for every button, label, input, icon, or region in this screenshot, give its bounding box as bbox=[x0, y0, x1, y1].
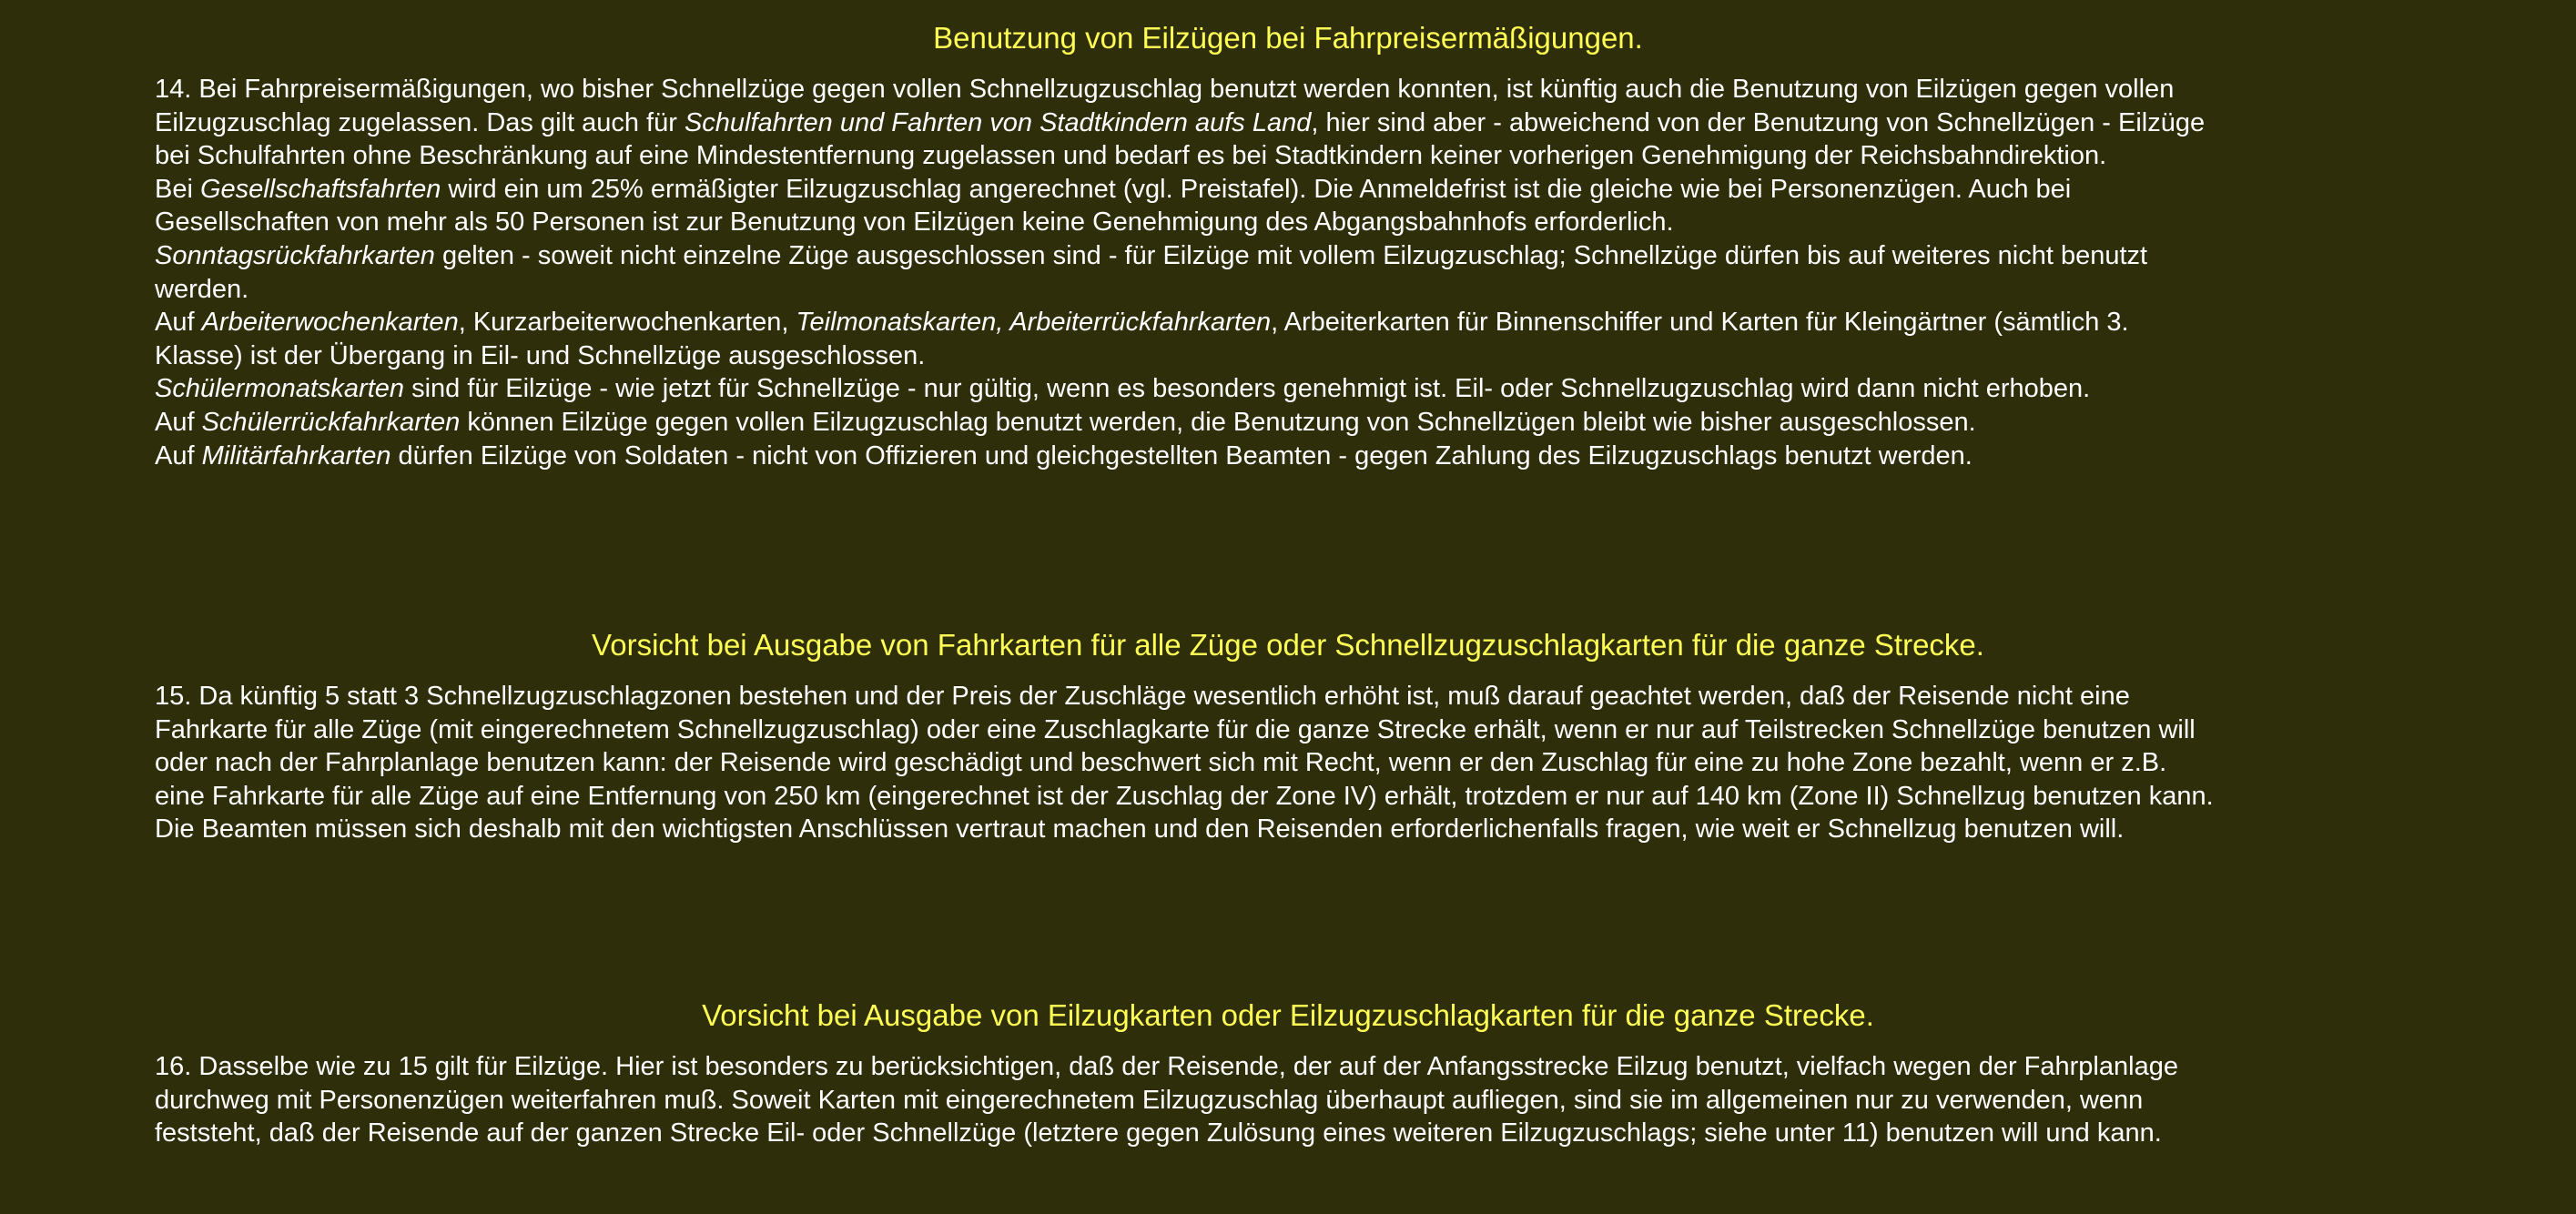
paragraph-line bbox=[155, 1117, 2430, 1150]
paragraph-line bbox=[155, 239, 2430, 273]
text-run: 16. Dasselbe wie zu 15 gilt für Eilzüge. Hier ist besonders zu berücksichtigen, daß der Reisende, der auf der Anfangsstrecke Eilzug benutzt, vielfach wegen der Fahrplanlage bbox=[155, 1052, 2178, 1081]
paragraph-line bbox=[155, 372, 2430, 406]
paragraph-line bbox=[155, 173, 2430, 207]
text-run: , hier sind aber - abweichend von der Benutzung von Schnellzügen - Eilzüge bbox=[1311, 107, 2206, 137]
paragraph-line bbox=[155, 746, 2430, 780]
text-run: werden. bbox=[155, 274, 249, 304]
paragraph-line bbox=[155, 813, 2430, 846]
text-run: Auf bbox=[155, 407, 202, 437]
section-paragraph bbox=[155, 680, 2430, 846]
paragraph-line bbox=[155, 713, 2430, 747]
text-run: 15. Da künftig 5 statt 3 Schnellzugzuschlagzonen bestehen und der Preis der Zuschläge wesentlich erhöht ist, muß darauf geachtet werden, daß der Reisende nicht eine bbox=[155, 682, 2130, 711]
text-run: Die Beamten müssen sich deshalb mit den wichtigsten Anschlüssen vertraut machen und den Reisenden erforderlichenfalls fragen, wie weit er Schnellzug benutzen will. bbox=[155, 814, 2125, 845]
italic-term: Militärfahrkarten bbox=[201, 440, 391, 470]
text-run: 14. Bei Fahrpreisermäßigungen, wo bisher Schnellzüge gegen vollen Schnellzugzuschlag benutzt werden konnten, ist künftig auch die Benutzung von Eilzügen gegen vollen bbox=[155, 75, 2175, 104]
paragraph-line bbox=[155, 1050, 2430, 1084]
paragraph-line bbox=[155, 680, 2430, 713]
text-run: feststeht, daß der Reisende auf der ganzen Strecke Eil- oder Schnellzüge (letztere gegen Zulösung eines weiteren Eilzugzuschlags; siehe unter 11) benutzen will und kann. bbox=[155, 1118, 2162, 1148]
text-run: dürfen Eilzüge von Soldaten - nicht von Offizieren und gleichgestellten Beamten - gegen Zahlung des Eilzugzuschlags benutzt werden. bbox=[390, 440, 1973, 470]
italic-term: Schülermonatskarten bbox=[155, 374, 405, 404]
paragraph-line bbox=[155, 780, 2430, 814]
italic-term: Arbeiterwochenkarten bbox=[201, 308, 459, 338]
italic-term: Sonntagsrückfahrkarten bbox=[155, 240, 435, 270]
paragraph-line bbox=[155, 339, 2430, 373]
text-run: können Eilzüge gegen vollen Eilzugzuschlag benutzt werden, die Benutzung von Schnellzügen bleibt wie bisher ausgeschlossen. bbox=[460, 407, 1976, 437]
text-run: Bei bbox=[155, 174, 200, 204]
section-heading: Vorsicht bei Ausgabe von Fahrkarten für alle Züge oder Schnellzugzuschlagkarten für die ganze Strecke. bbox=[592, 628, 1984, 662]
section-paragraph bbox=[155, 1050, 2430, 1150]
text-run: wird ein um 25% ermäßigter Eilzugzuschlag angerechnet (vgl. Preistafel). Die Anmeldefrist ist die gleiche wie bei Personenzügen. Auch bei bbox=[441, 174, 2072, 204]
text-run: Eilzugzuschlag zugelassen. Das gilt auch für bbox=[155, 107, 685, 137]
paragraph-line bbox=[155, 440, 2430, 473]
italic-term: Schülerrückfahrkarten bbox=[201, 407, 461, 437]
section-paragraph bbox=[155, 73, 2430, 472]
text-run: Auf bbox=[155, 440, 202, 470]
section-15 bbox=[155, 627, 2430, 846]
text-run: eine Fahrkarte für alle Züge auf eine Entfernung von 250 km (eingerechnet ist der Zuschlag der Zone IV) erhält, trotzdem er nur auf 140 km (Zone II) Schnellzug benutzen kann. bbox=[155, 781, 2214, 811]
paragraph-line bbox=[155, 139, 2430, 173]
paragraph-line bbox=[155, 406, 2430, 440]
section-16 bbox=[155, 997, 2430, 1150]
text-run: , Arbeiterkarten für Binnenschiffer und Karten für Kleingärtner (sämtlich 3. bbox=[1271, 308, 2129, 338]
section-heading: Vorsicht bei Ausgabe von Eilzugkarten oder Eilzugzuschlagkarten für die ganze Strecke. bbox=[702, 998, 1874, 1032]
paragraph-line bbox=[155, 73, 2430, 106]
text-run: Klasse) ist der Übergang in Eil- und Schnellzüge ausgeschlossen. bbox=[155, 340, 926, 370]
text-run: bei Schulfahrten ohne Beschränkung auf eine Mindestentfernung zugelassen und bedarf es bei Stadtkindern keiner vorherigen Genehmigung der Reichsbahndirektion. bbox=[155, 141, 2107, 171]
text-run: oder nach der Fahrplanlage benutzen kann: der Reisende wird geschädigt und beschwert sich mit Recht, wenn er den Zuschlag für eine zu hohe Zone bezahlt, wenn er z.B. bbox=[155, 748, 2167, 778]
paragraph-line bbox=[155, 206, 2430, 239]
italic-term: Teilmonatskarten, Arbeiterrückfahrkarten bbox=[796, 308, 1272, 338]
paragraph-line bbox=[155, 306, 2430, 339]
italic-term: Gesellschaftsfahrten bbox=[199, 174, 441, 204]
text-run: Fahrkarte für alle Züge (mit eingerechnetem Schnellzugzuschlag) oder eine Zuschlagkarte für die ganze Strecke erhält, wenn er nur auf Teilstrecken Schnellzüge benutzen will bbox=[155, 714, 2196, 744]
paragraph-line bbox=[155, 273, 2430, 307]
text-run: Auf bbox=[155, 308, 202, 338]
section-heading: Benutzung von Eilzügen bei Fahrpreisermäßigungen. bbox=[933, 21, 1643, 55]
paragraph-line bbox=[155, 1084, 2430, 1118]
section-14 bbox=[155, 20, 2430, 472]
text-run: , Kurzarbeiterwochenkarten, bbox=[458, 308, 796, 338]
text-run: durchweg mit Personenzügen weiterfahren muß. Soweit Karten mit eingerechnetem Eilzugzuschlag überhaupt aufliegen, sind sie im allgemeinen nur zu verwenden, wenn bbox=[155, 1085, 2144, 1115]
text-run: Gesellschaften von mehr als 50 Personen ist zur Benutzung von Eilzügen keine Genehmigung des Abgangsbahnhofs erforderlich. bbox=[155, 207, 1674, 238]
text-run: sind für Eilzüge - wie jetzt für Schnellzüge - nur gültig, wenn es besonders genehmigt ist. Eil- oder Schnellzugzuschlag wird dann nicht erhoben. bbox=[404, 374, 2091, 404]
italic-term: Schulfahrten und Fahrten von Stadtkindern aufs Land bbox=[684, 107, 1312, 137]
text-run: gelten - soweit nicht einzelne Züge ausgeschlossen sind - für Eilzüge mit vollem Eilzugzuschlag; Schnellzüge dürfen bis auf weiteres nicht benutzt bbox=[434, 240, 2148, 270]
paragraph-line bbox=[155, 106, 2430, 140]
